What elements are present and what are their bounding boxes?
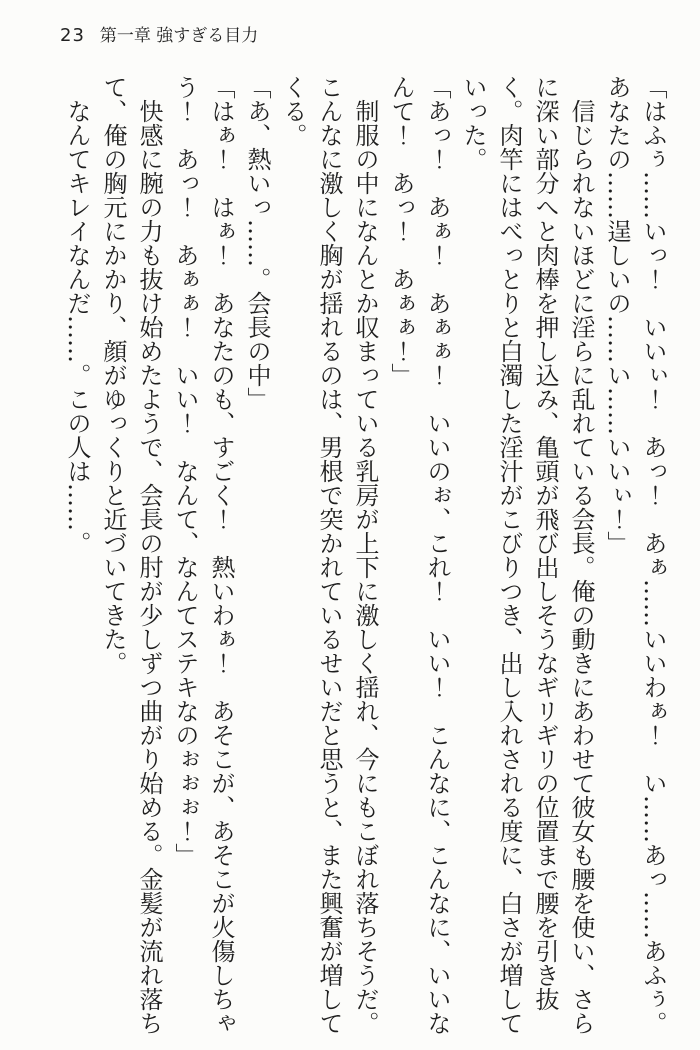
dialogue-paragraph: 「あ、熱いっ……。会長の中」: [243, 75, 271, 411]
narration-paragraph: なんてキレイなんだ……。この人は……。: [63, 99, 91, 555]
page-number: 23: [60, 25, 85, 46]
dialogue-paragraph: 「あっ！ あぁ！ あぁぁ！ いいのぉ、これ！ いい！ こんなに、こんなに、いいなんて！ あっ！ あぁぁ！」: [387, 75, 451, 1035]
page-header: [60, 21, 258, 46]
narration-paragraph: 信じられないほどに淫らに乱れている会長。俺の動きにあわせて彼女も腰を使い、さらに深い部分へと肉棒を押し込み、亀頭が飛び出しそうなギリギリの位置まで腰を引き抜く。肉竿にはべっとりと白濁した淫汁がこびりつき、出し入れされる度に、白さが増していった。: [459, 75, 595, 1035]
dialogue-paragraph: 「はふぅ……いっ！ いいぃ！ あっ！ あぁ……いいわぁ！ い……あっ……あふぅ。あなたの……逞しいの……い……いいぃ！」: [603, 75, 667, 1035]
dialogue-paragraph: 「はぁ！ はぁ！ あなたのも、すごく！ 熱いわぁ！ あそこが、あそこが火傷しちゃう！ あっ！ あぁぁ！ いい！ なんて、なんてステキなのぉぉぉ！」: [171, 75, 235, 1035]
narration-paragraph: 快感に腕の力も抜け始めたようで、会長の肘が少しずつ曲がり始める。金髪が流れ落ちて、俺の胸元にかかり、顔がゆっくりと近づいてきた。: [99, 75, 163, 1035]
text-block: [59, 75, 671, 1037]
narration-paragraph: 制服の中になんとか収まっている乳房が上下に激しく揺れ、今にもこぼれ落ちそうだ。こんなに激しく胸が揺れるのは、男根で突かれているせいだと思うと、また興奮が増してくる。: [279, 75, 379, 1035]
chapter-title: 第一章 強すぎる目力: [99, 26, 259, 46]
